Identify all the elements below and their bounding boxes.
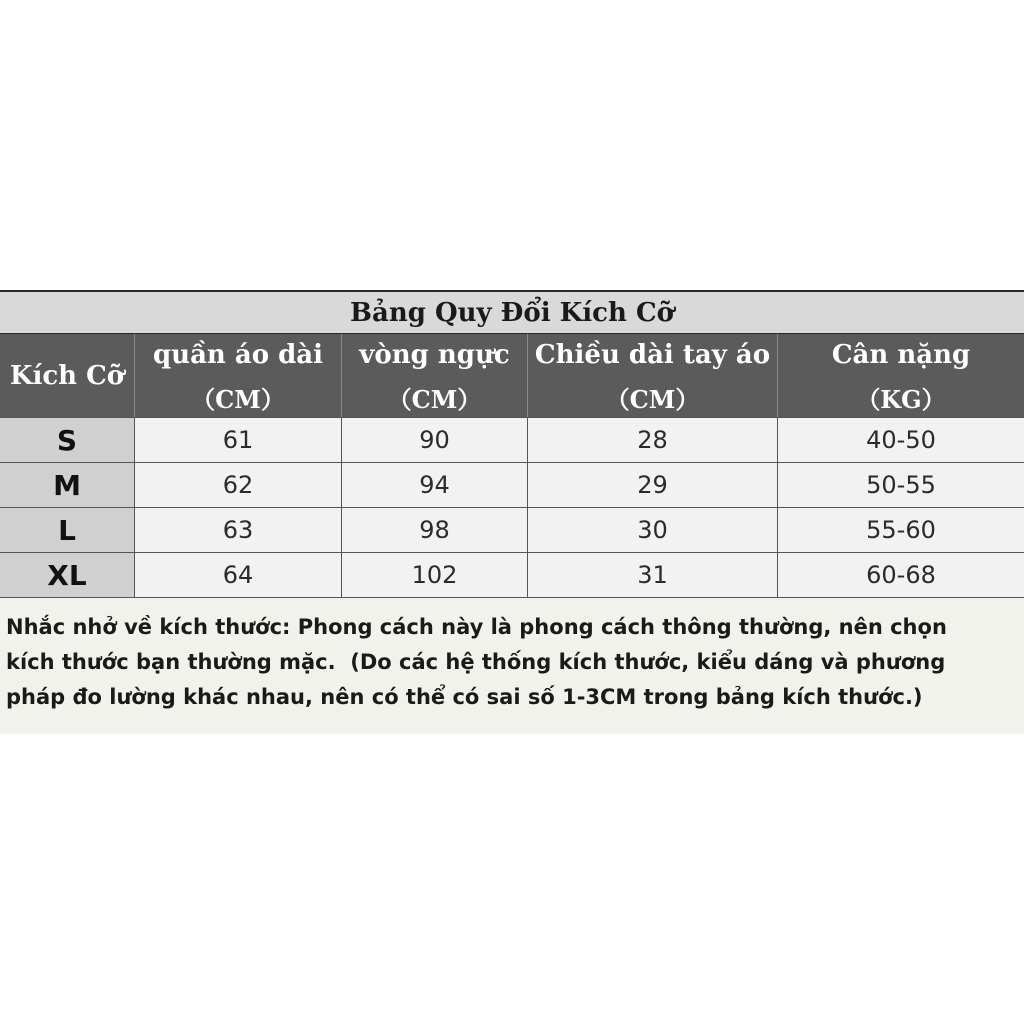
value-cell: 30 — [528, 508, 778, 552]
value-cell: 55-60 — [866, 516, 936, 544]
value-cell: 29 — [528, 463, 778, 507]
note-line: kích thước bạn thường mặc. (Do các hệ thống kích thước, kiểu dáng và phương — [6, 650, 946, 674]
value-cell: 61 — [135, 418, 342, 462]
value-cell: 40-50 — [866, 426, 936, 454]
note-line: pháp đo lường khác nhau, nên có thể có sai số 1-3CM trong bảng kích thước.) — [6, 685, 923, 709]
header-col-name: quần áo dài — [152, 340, 324, 370]
table-header — [0, 334, 1024, 417]
header-col-name: Chiều dài tay áo — [534, 340, 771, 370]
table-row — [0, 417, 1024, 462]
table-row — [0, 462, 1024, 507]
value-cell: 64 — [135, 553, 342, 597]
value-cell: 31 — [528, 553, 778, 597]
value-cell: 90 — [342, 418, 528, 462]
chart-title: Bảng Quy Đổi Kích Cỡ — [0, 292, 1024, 334]
value-cell: 60-68 — [866, 561, 936, 589]
value-cell: 28 — [528, 418, 778, 462]
size-cell: S — [0, 418, 135, 462]
note-line: Nhắc nhở về kích thước: Phong cách này là phong cách thông thường, nên chọn — [6, 615, 947, 639]
value-cell: 50-55 — [866, 471, 936, 499]
header-col-sleeve — [528, 334, 778, 417]
header-col-unit: （CM） — [191, 385, 285, 414]
value-cell: 102 — [342, 553, 528, 597]
size-chart-table — [0, 290, 1024, 734]
size-cell: M — [0, 463, 135, 507]
header-col-unit: （CM） — [605, 385, 700, 414]
size-cell: L — [0, 508, 135, 552]
value-cell: 94 — [342, 463, 528, 507]
size-note — [0, 597, 1024, 734]
size-cell: XL — [0, 553, 135, 597]
value-cell: 98 — [342, 508, 528, 552]
header-col-unit: （KG） — [856, 385, 946, 414]
header-col-chest — [342, 334, 528, 417]
header-col-name: vòng ngực — [359, 340, 510, 370]
table-row — [0, 552, 1024, 597]
header-col-length — [135, 334, 342, 417]
header-col-unit: （CM） — [387, 385, 482, 414]
header-col-name: Cân nặng — [831, 340, 971, 370]
header-col-weight — [778, 334, 1024, 417]
header-size-label: Kích Cỡ — [0, 334, 135, 417]
value-cell: 63 — [135, 508, 342, 552]
table-row — [0, 507, 1024, 552]
value-cell: 62 — [135, 463, 342, 507]
